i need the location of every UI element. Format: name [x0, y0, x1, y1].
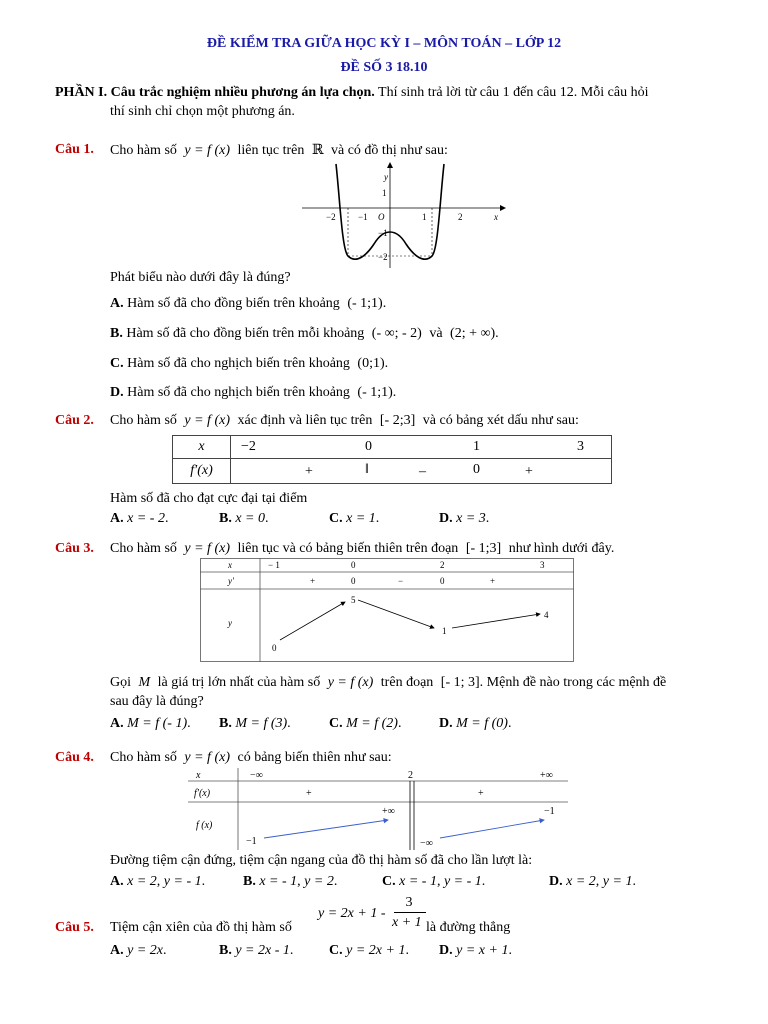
q3-d-3: −: [398, 576, 404, 586]
q1-option-d-end: .: [392, 385, 397, 400]
q3-a-math: M = f (- 1): [127, 716, 188, 731]
q4-a-math: x = 2: [127, 874, 157, 889]
q4-b-math2: y = 2: [304, 874, 334, 889]
q1-option-a-end: .: [382, 296, 387, 311]
q4-option-b[interactable]: B. x = - 1, y = 2.: [243, 874, 338, 889]
q2-d-key: D.: [439, 511, 453, 526]
q3-table-border: [201, 559, 574, 662]
q1-option-b-mid: và: [429, 326, 443, 341]
part1-text2: thí sinh chỉ chọn một phương án.: [110, 104, 295, 119]
q3-y-1: 0: [272, 643, 277, 653]
q3-stem-b: liên tục và có bảng biến thiên trên đoạn: [237, 541, 459, 556]
part1-line1: [55, 85, 648, 101]
q3-x-1: − 1: [268, 560, 280, 570]
q3-option-a[interactable]: A. M = f (- 1).: [110, 716, 191, 731]
q2-label: Câu 2.: [55, 413, 94, 428]
q4-question: Đường tiệm cận đứng, tiệm cận ngang của đồ thị hàm số đã cho lần lượt là:: [110, 853, 533, 868]
q5-d-math: y = x + 1: [456, 943, 509, 958]
q4-stem-b: có bảng biến thiên như sau:: [237, 750, 392, 765]
q4-d-label: f′(x): [194, 788, 211, 799]
q5-a-key: A.: [110, 943, 124, 958]
q2-row-x: [173, 436, 612, 459]
q2-sign-table: [172, 435, 612, 484]
q1-option-c-math: (0;1): [357, 356, 385, 371]
q5-label: Câu 5.: [55, 920, 94, 935]
q3-variation-table: [200, 558, 574, 662]
q4-option-a[interactable]: A. x = 2, y = - 1.: [110, 874, 206, 889]
q3-stem: [110, 541, 614, 557]
q2-x-label: x: [173, 436, 231, 459]
q4-y-4: −∞: [420, 838, 433, 849]
q4-y-1: +∞: [382, 806, 395, 817]
q4-c-math: x = - 1: [399, 874, 437, 889]
q1-option-a-math: (- 1;1): [347, 296, 383, 311]
q3-b-key: B.: [219, 716, 232, 731]
q2-stem-b: xác định và liên tục trên: [237, 413, 373, 428]
q3-M: M: [138, 675, 151, 690]
q5-option-b[interactable]: B. y = 2x - 1.: [219, 943, 294, 958]
q3-y-2: 5: [351, 595, 356, 605]
q1-y-label: y: [384, 172, 388, 182]
q2-d-4: 0: [473, 462, 480, 477]
q3-b-math: M = f (3): [235, 716, 288, 731]
q1-option-b-math: (- ∞; - 2): [371, 326, 422, 341]
q3-interval: [- 1;3]: [465, 541, 502, 556]
q5-b-key: B.: [219, 943, 232, 958]
q4-a-key: A.: [110, 874, 124, 889]
q2-d-3: –: [419, 464, 426, 479]
q5-func-a: y = 2x + 1 -: [318, 906, 386, 921]
q4-func: y = f (x): [184, 750, 230, 765]
q1-set: ℝ: [311, 143, 324, 158]
q1-option-a-text: Hàm số đã cho đồng biến trên khoảng: [127, 296, 340, 311]
q2-d-math: x = 3: [456, 511, 486, 526]
q3-option-d[interactable]: D. M = f (0).: [439, 716, 512, 731]
q2-stem-c: và có bảng xét dấu như sau:: [422, 413, 579, 428]
q2-a-key: A.: [110, 511, 124, 526]
q2-question: Hàm số đã cho đạt cực đại tại điểm: [110, 491, 308, 506]
q1-xtick-5: 2: [458, 212, 463, 222]
q2-d-1: +: [305, 464, 313, 479]
q2-d-2: ‖: [365, 462, 369, 477]
q3-stem2-d: . Mệnh đề nào trong các mệnh đề: [479, 675, 667, 690]
q1-option-c[interactable]: [110, 356, 388, 372]
q4-option-c[interactable]: C. x = - 1, y = - 1.: [382, 874, 486, 889]
part1-text1: Thí sinh trả lời từ câu 1 đến câu 12. Mỗi câu hỏi: [374, 85, 649, 100]
q3-arrow-3: [452, 614, 540, 628]
q4-d-2: +: [478, 788, 484, 799]
q1-option-c-key: C.: [110, 356, 124, 371]
q3-y-label: y: [228, 618, 232, 628]
q3-d-label: y′: [228, 576, 234, 586]
q2-deriv-cells: [231, 459, 612, 484]
q3-d-4: 0: [440, 576, 445, 586]
q3-stem2-b: là giá trị lớn nhất của hàm số: [157, 675, 321, 690]
q3-d-2: 0: [351, 576, 356, 586]
q3-d-math: M = f (0): [456, 716, 508, 731]
q4-c-math2: y = - 1: [443, 874, 482, 889]
q3-x-2: 0: [351, 560, 356, 570]
q2-func: y = f (x): [184, 413, 230, 428]
q3-option-b[interactable]: B. M = f (3).: [219, 716, 291, 731]
q5-option-a[interactable]: A. y = 2x.: [110, 943, 167, 958]
q5-a-math: y = 2x: [127, 943, 163, 958]
q3-stem2-c: trên đoạn: [380, 675, 434, 690]
q1-option-d-math: (- 1;1): [357, 385, 393, 400]
q5-b-math: y = 2x - 1: [235, 943, 290, 958]
q4-arrow-1: [264, 820, 388, 838]
q2-option-d[interactable]: D. x = 3.: [439, 511, 490, 526]
q1-ytick-2: −1: [378, 228, 388, 238]
q3-x-4: 3: [540, 560, 545, 570]
q3-x-3: 2: [440, 560, 445, 570]
q2-b-math: x = 0: [235, 511, 266, 526]
q5-option-d[interactable]: D. y = x + 1.: [439, 943, 512, 958]
q3-y-3: 1: [442, 626, 447, 636]
q4-d-1: +: [306, 788, 312, 799]
q3-interval2: [- 1; 3]: [440, 675, 480, 690]
q1-option-c-end: .: [384, 356, 389, 371]
q3-stem2-e: sau đây là đúng?: [110, 694, 204, 709]
q1-stem-c: và có đồ thị như sau:: [331, 143, 448, 158]
q4-x-2: 2: [408, 770, 413, 781]
q2-interval: [- 2;3]: [379, 413, 416, 428]
q4-d-math2: y = 1: [602, 874, 633, 889]
q1-x-label: x: [494, 212, 498, 222]
q5-c-math: y = 2x + 1: [346, 943, 406, 958]
q1-option-b-text: Hàm số đã cho đồng biến trên mỗi khoảng: [126, 326, 365, 341]
q4-x-label: x: [196, 770, 201, 781]
q4-x-3: +∞: [540, 770, 553, 781]
q1-xtick-1: −2: [326, 212, 336, 222]
q3-stem-a: Cho hàm số: [110, 541, 177, 556]
q4-d-key: D.: [549, 874, 563, 889]
q3-label: Câu 3.: [55, 541, 94, 556]
q2-a-math: x = - 2: [127, 511, 165, 526]
q4-b-math: x = - 1: [259, 874, 298, 889]
q5-frac-num: 3: [405, 895, 413, 910]
q2-stem-a: Cho hàm số: [110, 413, 177, 428]
q1-ytick-3: −2: [378, 252, 388, 262]
q1-option-b-end: .: [495, 326, 499, 341]
q1-option-a-key: A.: [110, 296, 124, 311]
q1-stem: [110, 142, 448, 159]
q1-option-d[interactable]: [110, 385, 396, 401]
q2-x-val-3: 1: [473, 439, 480, 454]
q1-option-b-math2: (2; + ∞): [450, 326, 496, 341]
q4-b-key: B.: [243, 874, 256, 889]
q1-stem-b: liên tục trên: [237, 143, 305, 158]
q3-arrow-1: [280, 602, 345, 640]
q5-frac-bar: [394, 912, 426, 913]
q5-c-key: C.: [329, 943, 343, 958]
q1-option-a[interactable]: [110, 296, 386, 312]
q2-b-key: B.: [219, 511, 232, 526]
q1-xtick-3: O: [378, 212, 385, 222]
part1-heading: PHẦN I. Câu trắc nghiệm nhiều phương án lựa chọn.: [55, 85, 375, 100]
q1-x-arrow: [500, 205, 506, 211]
q1-func: y = f (x): [184, 143, 230, 158]
q4-y-3: −1: [544, 806, 555, 817]
q5-stem-b: là đường thẳng: [426, 920, 511, 935]
q3-a-key: A.: [110, 716, 124, 731]
q1-question: Phát biểu nào dưới đây là đúng?: [110, 270, 291, 285]
q2-d-5: +: [525, 464, 533, 479]
q2-option-a[interactable]: A. x = - 2.: [110, 511, 169, 526]
q1-label: Câu 1.: [55, 142, 94, 157]
q1-y-arrow: [387, 162, 393, 168]
q2-c-math: x = 1: [346, 511, 376, 526]
q1-xtick-4: 1: [422, 212, 427, 222]
q2-x-cells: [231, 436, 612, 459]
q5-option-c[interactable]: C. y = 2x + 1.: [329, 943, 409, 958]
q2-option-c[interactable]: C. x = 1.: [329, 511, 380, 526]
q3-func2: y = f (x): [327, 675, 374, 690]
q3-stem2-a: Gọi: [110, 675, 131, 690]
q4-y-label: f (x): [196, 820, 213, 831]
q4-stem: [110, 750, 392, 766]
q1-option-d-text: Hàm số đã cho nghịch biến trên khoảng: [127, 385, 350, 400]
q4-x-1: −∞: [250, 770, 263, 781]
q1-option-b[interactable]: [110, 326, 499, 342]
q3-d-5: +: [490, 576, 496, 586]
q4-stem-a: Cho hàm số: [110, 750, 177, 765]
q2-x-val-4: 3: [577, 439, 584, 454]
q3-c-math: M = f (2): [346, 716, 398, 731]
q1-graph: [300, 160, 510, 270]
q1-xtick-2: −1: [358, 212, 368, 222]
q4-a-math2: y = - 1: [163, 874, 202, 889]
q1-ytick-1: 1: [382, 188, 387, 198]
q3-c-key: C.: [329, 716, 343, 731]
q1-option-d-key: D.: [110, 385, 124, 400]
exam-title: ĐỀ KIỂM TRA GIỮA HỌC KỲ I – MÔN TOÁN – LỚP 12: [206, 36, 562, 51]
q3-stem-c: như hình dưới đây.: [508, 541, 615, 556]
q1-stem-a: Cho hàm số: [110, 143, 177, 158]
q5-frac-den: x + 1: [392, 915, 422, 930]
q2-deriv-label: f′(x): [173, 459, 231, 484]
q4-option-d[interactable]: D. x = 2, y = 1.: [549, 874, 636, 889]
q3-x-label: x: [228, 560, 232, 570]
q5-stem-a: Tiệm cận xiên của đồ thị hàm số: [110, 920, 292, 935]
q4-variation-table: [188, 768, 568, 850]
q5-d-key: D.: [439, 943, 453, 958]
q1-option-b-key: B.: [110, 326, 123, 341]
q3-stem2: [110, 675, 666, 691]
q3-d-key: D.: [439, 716, 453, 731]
q4-c-key: C.: [382, 874, 396, 889]
q2-option-b[interactable]: B. x = 0.: [219, 511, 269, 526]
q4-y-2: −1: [246, 836, 257, 847]
q2-stem: [110, 413, 579, 429]
q2-x-val-1: −2: [241, 439, 256, 454]
q4-arrow-2: [440, 820, 544, 838]
q4-label: Câu 4.: [55, 750, 94, 765]
q2-c-key: C.: [329, 511, 343, 526]
q2-x-val-2: 0: [365, 439, 372, 454]
q3-func: y = f (x): [184, 541, 230, 556]
q3-option-c[interactable]: C. M = f (2).: [329, 716, 402, 731]
q3-d-1: +: [310, 576, 316, 586]
exam-subtitle: ĐỀ SỐ 3 18.10: [340, 60, 428, 75]
q1-option-c-text: Hàm số đã cho nghịch biến trên khoảng: [127, 356, 350, 371]
q4-d-math: x = 2: [566, 874, 596, 889]
q3-arrow-2: [358, 600, 434, 628]
q3-y-4: 4: [544, 610, 549, 620]
q2-row-deriv: [173, 459, 612, 484]
